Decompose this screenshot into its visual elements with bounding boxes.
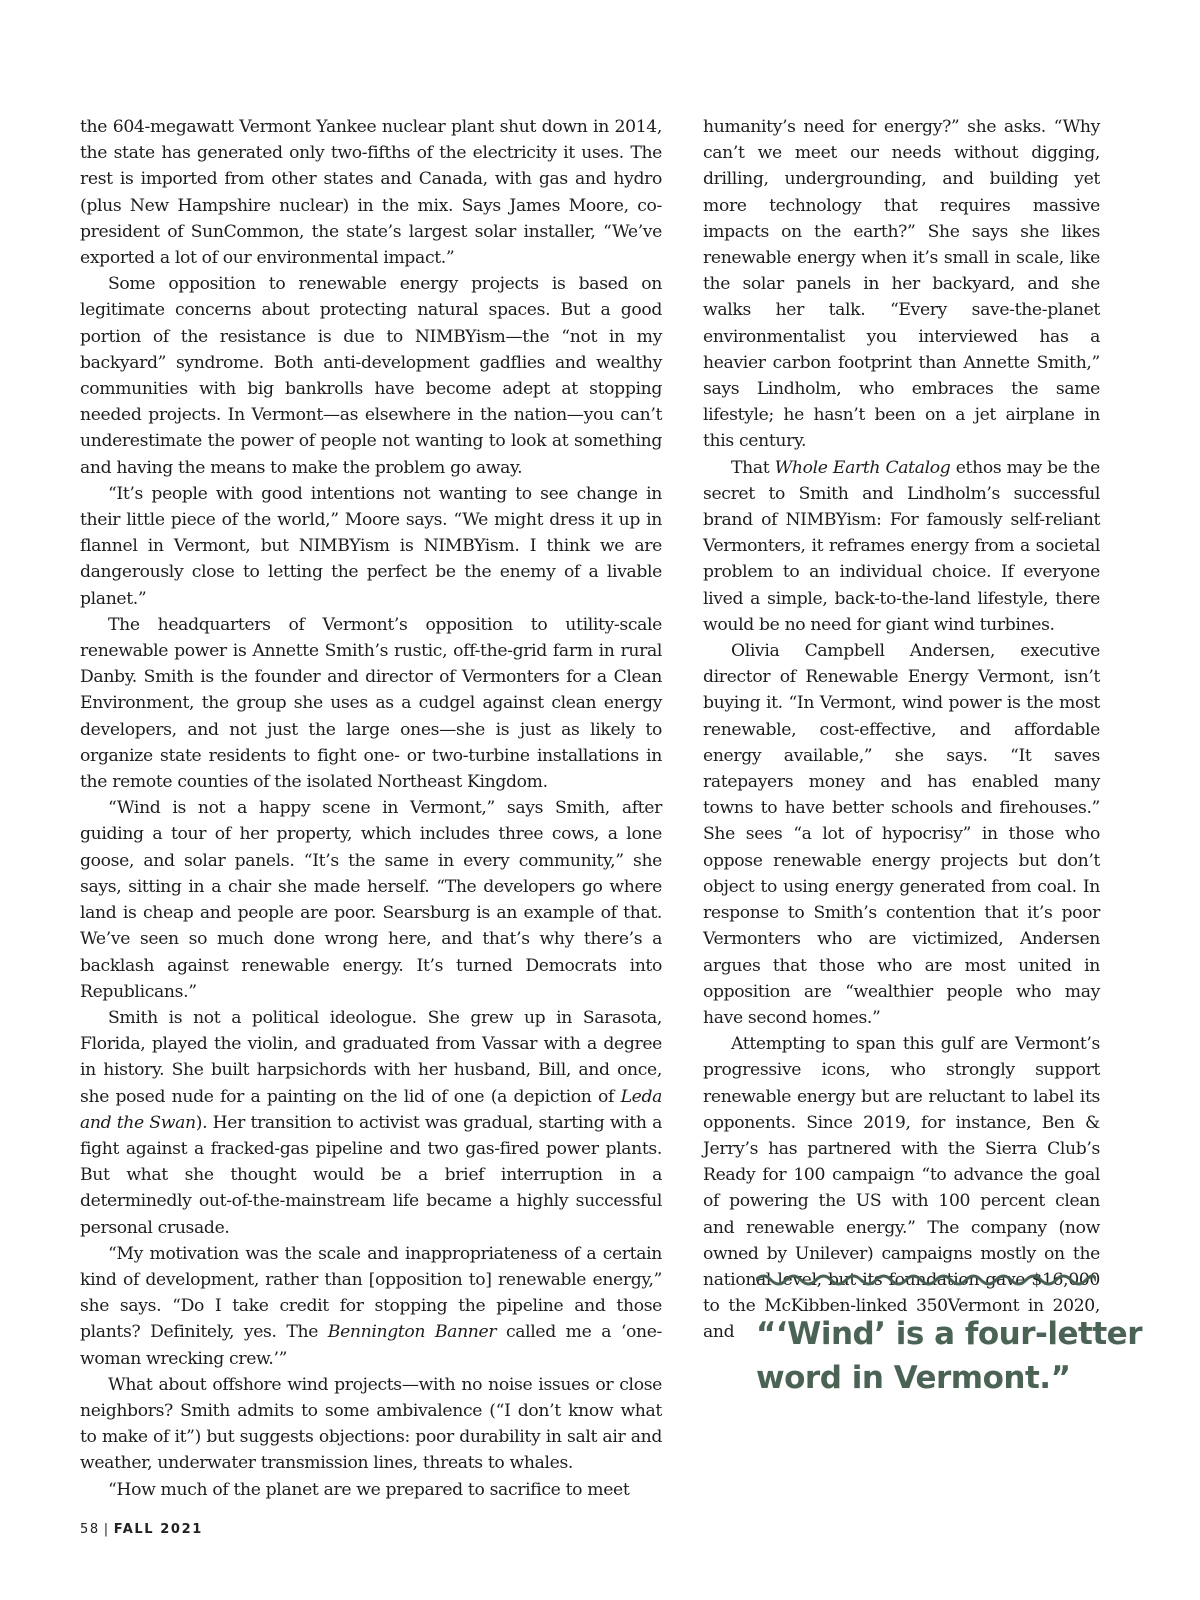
page-footer <box>80 1522 203 1537</box>
folio-separator: | <box>103 1522 110 1537</box>
wavy-divider <box>756 1270 1096 1290</box>
article-right-column <box>703 114 1100 1346</box>
paragraph: “How much of the planet are we prepared to sacrifice to meet <box>108 1479 630 1500</box>
text-run: Smith is not a political ideologue. She grew up in Sarasota, Florida, played the violin, and graduated from Vassar with a degree in history. She built harpsichords with her husband, Bill, and once, she posed nude for a painting on the lid of one (a depiction of <box>80 1007 662 1107</box>
paragraph: What about offshore wind projects—with no noise issues or close neighbors? Smith admits to some ambivalence (“I don’t know what to make of it”) but suggests objections: poor durability in salt air and weather, underwater transmission lines, threats to whales. <box>80 1374 662 1474</box>
text-run: ). Her transition to activist was gradual, starting with a fight against a fracked-gas pipeline and two gas-fired power plants. But what she thought would be a brief interruption in a determinedly out-of-the-mainstream life became a highly successful personal crusade. <box>80 1112 662 1238</box>
text-run: That <box>731 457 775 478</box>
text-run: ethos may be the secret to Smith and Lindholm’s successful brand of NIMBYism: For famously self-reliant Vermonters, it reframes energy from a societal problem to an individual choice. If everyone lived a simple, back-to-the-land lifestyle, there would be no need for giant wind turbines. <box>703 457 1101 635</box>
paragraph: “It’s people with good intentions not wanting to see change in their little piece of the world,” Moore says. “We might dress it up in flannel in Vermont, but NIMBYism is NIMBYism. I think we are dangerously close to letting the perfect be the enemy of a livable planet.” <box>80 483 662 609</box>
pull-quote-line: word in Vermont.” <box>756 1360 1071 1396</box>
paragraph: Olivia Campbell Andersen, executive director of Renewable Energy Vermont, isn’t buying it. “In Vermont, wind power is the most renewable, cost-effective, and affordable energy available,” she says. “It saves ratepayers money and has enabled many towns to have better schools and firehouses.” She sees “a lot of hypocrisy” in those who oppose renewable energy projects but don’t object to using energy generated from coal. In response to Smith’s contention that it’s poor Vermonters who are victimized, Andersen argues that those who are most united in opposition are “wealthier people who may have second homes.” <box>703 641 1100 1028</box>
paragraph: Attempting to span this gulf are Vermont’s progressive icons, who strongly support renewable energy but are reluctant to label its opponents. Since 2019, for instance, Ben & Jerry’s has partnered with the Sierra Club’s Ready for 100 campaign “to advance the goal of powering the US with 100 percent clean and renewable energy.” The company (now owned by Unilever) campaigns mostly on the national level, but its foundation gave $16,000 to the McKibben-linked 350Vermont in 2020, and <box>703 1034 1100 1343</box>
paragraph: the 604-megawatt Vermont Yankee nuclear plant shut down in 2014, the state has generated only two-fifths of the electricity it uses. The rest is imported from other states and Canada, with gas and hydro (plus New Hampshire nuclear) in the mix. Says James Moore, co-president of SunCommon, the state’s largest solar installer, “We’ve exported a lot of our environmental impact.” <box>80 117 662 269</box>
pull-quote <box>756 1312 1156 1400</box>
issue-label: FALL 2021 <box>113 1522 203 1537</box>
paragraph: The headquarters of Vermont’s opposition to utility-scale renewable power is Annette Smith’s rustic, off-the-grid farm in rural Danby. Smith is the founder and director of Vermonters for a Clean Environment, the group she uses as a cudgel against clean energy developers, and not just the large ones—she is just as likely to organize state residents to fight one- or two-turbine installations in the remote counties of the isolated Northeast Kingdom. <box>80 614 662 793</box>
text-run: called me a ‘one-woman wrecking crew.’” <box>80 1322 662 1369</box>
publication-title: Bennington Banner <box>327 1322 497 1343</box>
pull-quote-line: “‘Wind’ is a four-letter <box>756 1316 1142 1352</box>
paragraph: humanity’s need for energy?” she asks. “Why can’t we meet our needs without digging, drilling, undergrounding, and building yet more technology that requires massive impacts on the earth?” She says she likes renewable energy when it’s small in scale, like the solar panels in her backyard, and she walks her talk. “Every save-the-planet environmentalist you interviewed has a heavier carbon footprint than Annette Smith,” says Lindholm, who embraces the same lifestyle; he hasn’t been on a jet airplane in this century. <box>703 117 1100 452</box>
text-run: “My motivation was the scale and inappropriateness of a certain kind of development, rather than [opposition to] renewable energy,” she says. “Do I take credit for stopping the pipeline and those plants? Definitely, yes. The <box>80 1243 662 1343</box>
paragraph <box>80 1005 662 1241</box>
paragraph <box>80 1241 662 1372</box>
paragraph: “Wind is not a happy scene in Vermont,” says Smith, after guiding a tour of her property, which includes three cows, a lone goose, and solar panels. “It’s the same in every community,” she says, sitting in a chair she made herself. “The developers go where land is cheap and people are poor. Searsburg is an example of that. We’ve seen so much done wrong here, and that’s why there’s a backlash against renewable energy. It’s turned Democrats into Republicans.” <box>80 798 662 1002</box>
publication-title: Whole Earth Catalog <box>774 457 951 478</box>
artwork-title: Leda and the Swan <box>80 1086 662 1133</box>
article-left-column <box>80 114 662 1503</box>
paragraph <box>703 455 1100 638</box>
page-number: 58 <box>80 1522 100 1537</box>
paragraph: Some opposition to renewable energy projects is based on legitimate concerns about protecting natural spaces. But a good portion of the resistance is due to NIMBYism—the “not in my backyard” syndrome. Both anti-development gadflies and wealthy communities with big bankrolls have become adept at stopping needed projects. In Vermont—as elsewhere in the nation—you can’t underestimate the power of people not wanting to look at something and having the means to make the problem go away. <box>80 274 662 478</box>
